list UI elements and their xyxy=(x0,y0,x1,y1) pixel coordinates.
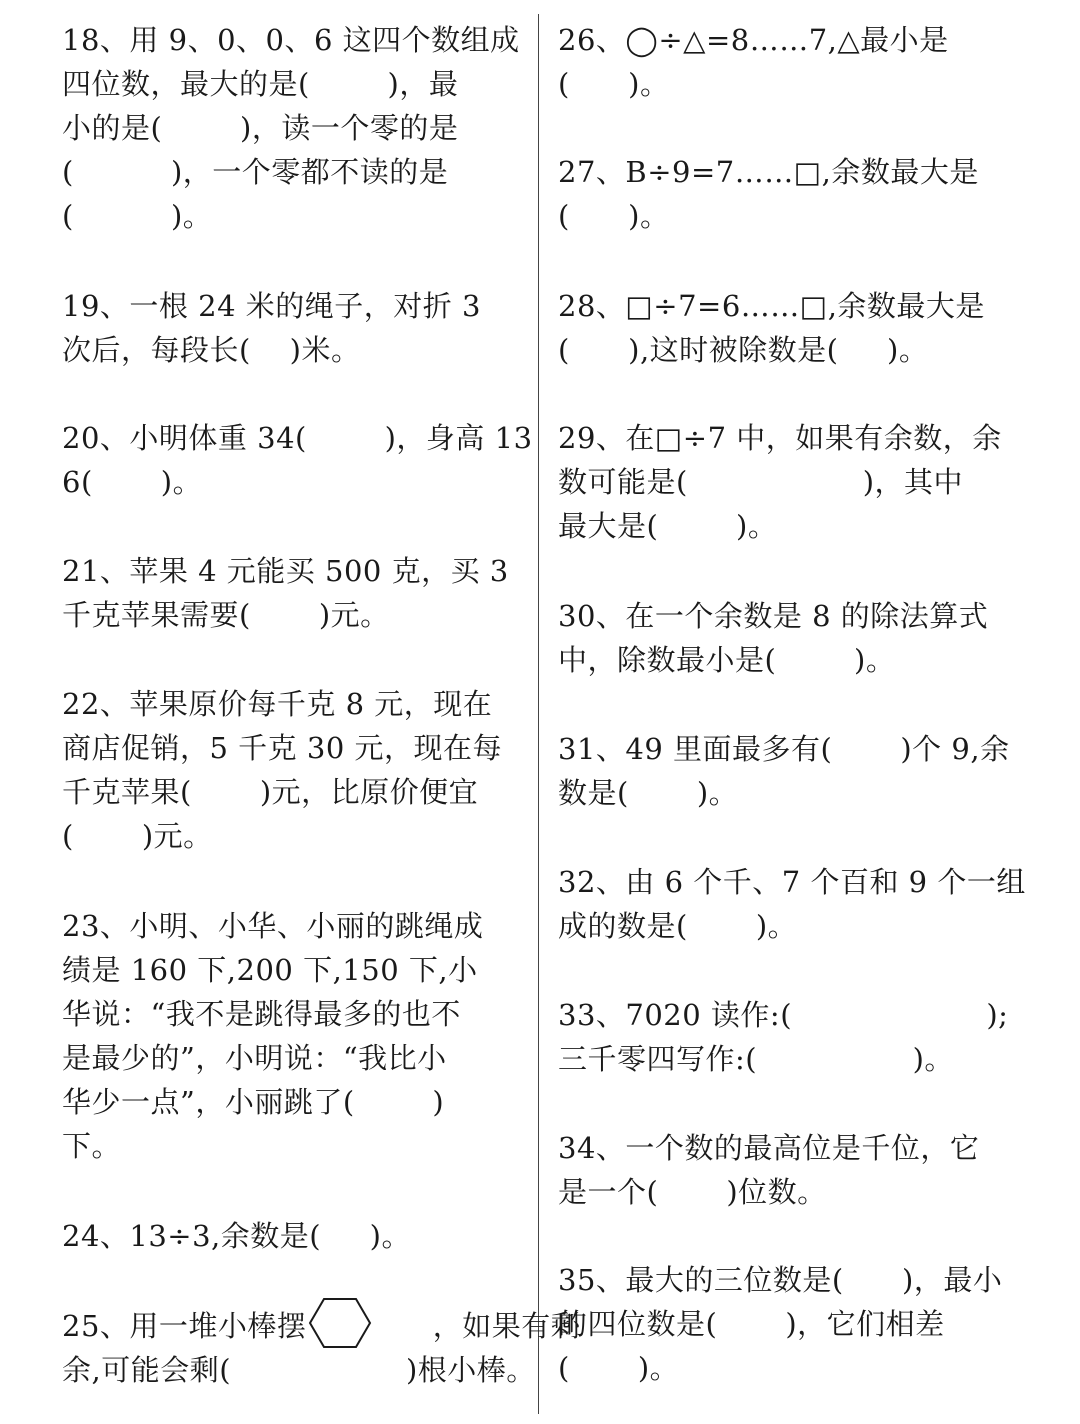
q29-line-2: 数可能是( )，其中 xyxy=(558,465,964,499)
q22-line-4: ( )元。 xyxy=(62,819,213,853)
q28-line-2: ( ),这时被除数是( )。 xyxy=(558,333,929,367)
q20-line-1: 20、小明体重 34( )，身高 13 xyxy=(62,421,533,455)
q26-line-2: ( )。 xyxy=(558,67,670,101)
q22-line-2: 商店促销，5 千克 30 元，现在每 xyxy=(62,731,503,765)
q35-line-1: 35、最大的三位数是( )，最小 xyxy=(558,1263,1003,1297)
q18-line-5: ( )。 xyxy=(62,199,213,233)
q18-line-1: 18、用 9、0、0、6 这四个数组成 xyxy=(62,23,520,57)
q19-line-2: 次后，每段长( )米。 xyxy=(62,333,361,367)
q32-line-2: 成的数是( )。 xyxy=(558,909,798,943)
q23-line-2: 绩是 160 下,200 下,150 下,小 xyxy=(62,953,478,987)
q34-line-2: 是一个( )位数。 xyxy=(558,1175,827,1209)
q23-line-5: 华少一点”，小丽跳了( ) xyxy=(62,1085,445,1119)
hexagon-icon xyxy=(308,1297,372,1349)
q29-line-1: 29、在□÷7 中，如果有余数，余 xyxy=(558,421,1002,455)
q25-line-2: 余,可能会剩( )根小棒。 xyxy=(62,1353,536,1387)
q30-line-2: 中，除数最小是( )。 xyxy=(558,643,896,677)
q23-line-1: 23、小明、小华、小丽的跳绳成 xyxy=(62,909,484,943)
q30-line-1: 30、在一个余数是 8 的除法算式 xyxy=(558,599,989,633)
q22-line-3: 千克苹果( )元，比原价便宜 xyxy=(62,775,479,809)
q26-line-1: 26、◯÷△=8……7,△最小是 xyxy=(558,23,949,57)
q25-line-1: 25、用一堆小棒摆 ，如果有剩 xyxy=(62,1309,581,1343)
q27-line-2: ( )。 xyxy=(558,199,670,233)
q31-line-1: 31、49 里面最多有( )个 9,余 xyxy=(558,732,1010,766)
q21-line-1: 21、苹果 4 元能买 500 克，买 3 xyxy=(62,554,509,588)
q18-line-3: 小的是( )，读一个零的是 xyxy=(62,111,459,145)
q22-line-1: 22、苹果原价每千克 8 元，现在 xyxy=(62,687,493,721)
q24-line-1: 24、13÷3,余数是( )。 xyxy=(62,1219,411,1253)
q35-line-3: ( )。 xyxy=(558,1351,680,1385)
q21-line-2: 千克苹果需要( )元。 xyxy=(62,598,390,632)
q19-line-1: 19、一根 24 米的绳子，对折 3 xyxy=(62,289,481,323)
column-divider xyxy=(538,14,539,1414)
q20-line-2: 6( )。 xyxy=(62,465,203,499)
q23-line-6: 下。 xyxy=(62,1129,122,1163)
q18-line-4: ( )，一个零都不读的是 xyxy=(62,155,449,189)
q28-line-1: 28、□÷7=6……□,余数最大是 xyxy=(558,289,985,323)
q33-line-2: 三千零四写作:( )。 xyxy=(558,1042,954,1076)
q33-line-1: 33、7020 读作:( ); xyxy=(558,998,1009,1032)
q35-line-2: 的四位数是( )，它们相差 xyxy=(558,1307,945,1341)
q29-line-3: 最大是( )。 xyxy=(558,509,778,543)
q23-line-3: 华说：“我不是跳得最多的也不 xyxy=(62,997,461,1031)
q18-line-2: 四位数，最大的是( )，最 xyxy=(62,67,459,101)
q32-line-1: 32、由 6 个千、7 个百和 9 个一组 xyxy=(558,865,1026,899)
q27-line-1: 27、B÷9=7……□,余数最大是 xyxy=(558,155,979,189)
q23-line-4: 是最少的”，小明说：“我比小 xyxy=(62,1041,447,1075)
q34-line-1: 34、一个数的最高位是千位，它 xyxy=(558,1131,980,1165)
q31-line-2: 数是( )。 xyxy=(558,776,739,810)
